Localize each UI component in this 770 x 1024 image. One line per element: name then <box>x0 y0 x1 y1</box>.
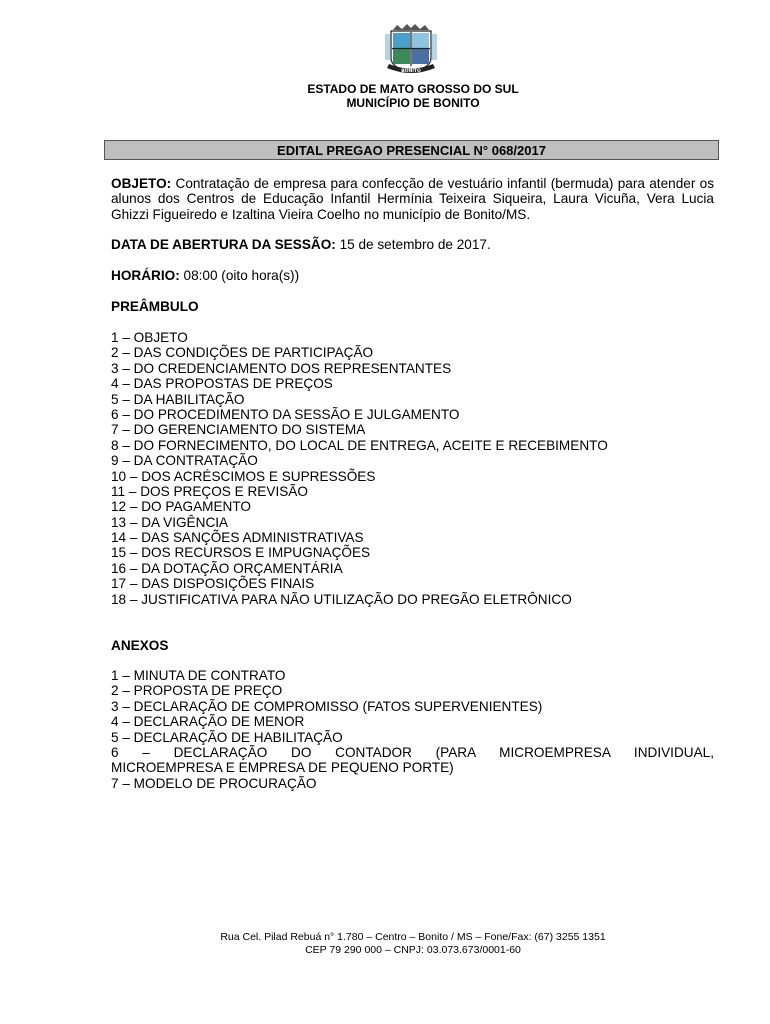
abertura-value: 15 de setembro de 2017. <box>339 237 491 252</box>
document-title: EDITAL PREGAO PRESENCIAL N° 068/2017 <box>104 140 719 160</box>
list-item: 1 – OBJETO <box>111 330 188 345</box>
list-item: 2 – DAS CONDIÇÕES DE PARTICIPAÇÃO <box>111 345 374 361</box>
objeto-label: OBJETO: <box>111 176 172 191</box>
list-item-continuation: MICROEMPRESA E EMPRESA DE PEQUENO PORTE) <box>111 760 454 776</box>
list-item: 17 – DAS DISPOSIÇÕES FINAIS <box>111 576 315 592</box>
anexos-heading: ANEXOS <box>111 638 169 653</box>
anexos-list <box>111 668 714 791</box>
list-item: 7 – MODELO DE PROCURAÇÃO <box>111 775 317 791</box>
list-item: 11 – DOS PREÇOS E REVISÃO <box>111 483 308 499</box>
list-item: 8 – DO FORNECIMENTO, DO LOCAL DE ENTREGA, ACEITE E RECEBIMENTO <box>111 437 608 453</box>
list-item: 3 – DECLARAÇÃO DE COMPROMISSO (FATOS SUPERVENIENTES) <box>111 698 543 714</box>
footer-address: Rua Cel. Pilad Rebuá n° 1.780 – Centro – Bonito / MS – Fone/Fax: (67) 3255 1351 <box>220 931 606 943</box>
list-item: 13 – DA VIGÊNCIA <box>111 514 229 530</box>
header-state: ESTADO DE MATO GROSSO DO SUL <box>307 82 519 96</box>
abertura-label: DATA DE ABERTURA DA SESSÃO: <box>111 237 336 252</box>
list-item: 9 – DA CONTRATAÇÃO <box>111 453 258 469</box>
preambulo-list <box>111 330 714 607</box>
list-item: 6 – DECLARAÇÃO DO CONTADOR (PARA MICROEMPRESA INDIVIDUAL, <box>111 744 714 760</box>
list-item: 10 – DOS ACRÉSCIMOS E SUPRESSÕES <box>111 468 376 484</box>
list-item: 18 – JUSTIFICATIVA PARA NÃO UTILIZAÇÃO DO PREGÃO ELETRÔNICO <box>111 591 572 607</box>
list-item: 4 – DECLARAÇÃO DE MENOR <box>111 714 305 730</box>
list-item: 16 – DA DOTAÇÃO ORÇAMENTÁRIA <box>111 560 343 576</box>
objeto-text: Contratação de empresa para confecção de vestuário infantil (bermuda) para atender os alunos dos Centros de Educação Infantil Hermínia Teixeira Siqueira, Laura Vicuña, Vera Lucia Ghizzi Figueiredo e Izaltina Vieira Coelho no município de Bonito/MS. <box>111 176 715 222</box>
list-item: 5 – DECLARAÇÃO DE HABILITAÇÃO <box>111 729 343 745</box>
list-item: 5 – DA HABILITAÇÃO <box>111 391 245 407</box>
list-item: 1 – MINUTA DE CONTRATO <box>111 668 286 683</box>
list-item: 14 – DAS SANÇÕES ADMINISTRATIVAS <box>111 530 364 546</box>
list-item: 3 – DO CREDENCIAMENTO DOS REPRESENTANTES <box>111 360 452 376</box>
list-item: 2 – PROPOSTA DE PREÇO <box>111 683 283 699</box>
list-item: 12 – DO PAGAMENTO <box>111 499 252 515</box>
header-municipality: MUNICÍPIO DE BONITO <box>346 96 480 110</box>
footer-cnpj: CEP 79 290 000 – CNPJ: 03.073.673/0001-60 <box>305 944 521 956</box>
preambulo-heading: PREÂMBULO <box>111 299 199 314</box>
municipal-crest-logo <box>383 22 439 78</box>
horario-value: 08:00 (oito hora(s)) <box>183 268 300 283</box>
horario-line <box>111 268 714 283</box>
objeto-paragraph <box>111 176 714 222</box>
horario-label: HORÁRIO: <box>111 268 180 283</box>
list-item: 6 – DO PROCEDIMENTO DA SESSÃO E JULGAMENTO <box>111 406 460 422</box>
list-item: 15 – DOS RECURSOS E IMPUGNAÇÕES <box>111 545 371 561</box>
abertura-line <box>111 237 714 252</box>
list-item: 4 – DAS PROPOSTAS DE PREÇOS <box>111 376 333 392</box>
list-item: 7 – DO GERENCIAMENTO DO SISTEMA <box>111 422 366 438</box>
crest-ribbon-text: BONITO <box>401 69 421 74</box>
